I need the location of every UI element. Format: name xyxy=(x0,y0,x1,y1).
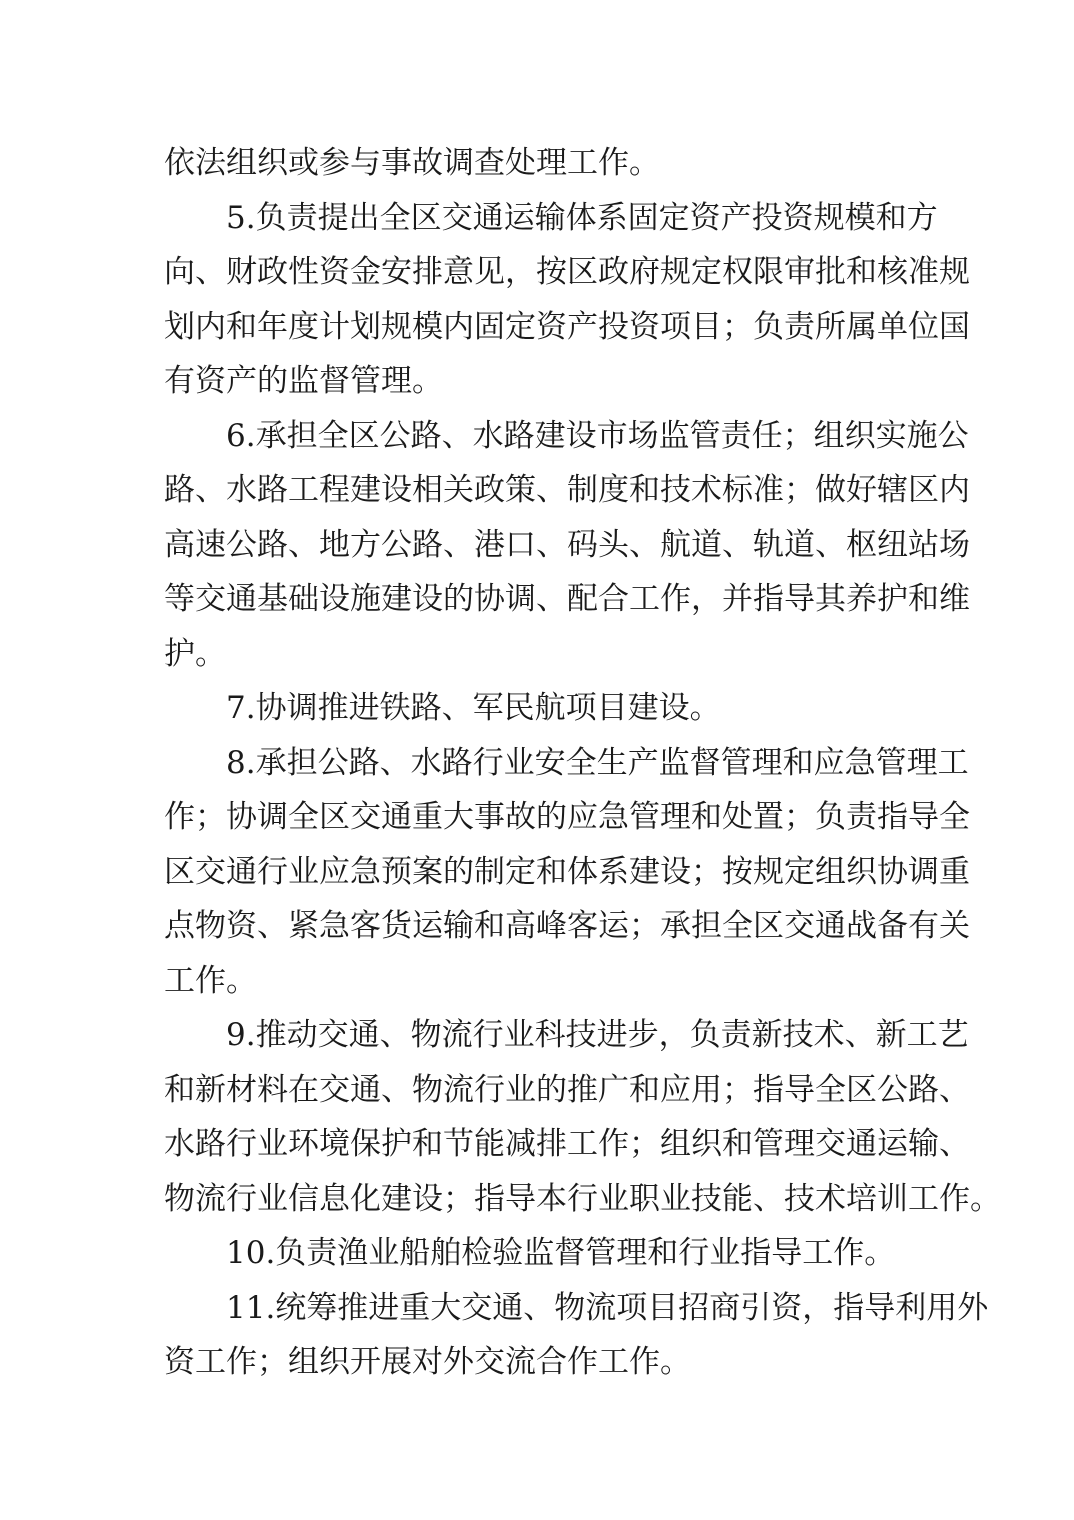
text-line-14: 区交通行业应急预案的制定和体系建设；按规定组织协调重 xyxy=(164,853,970,890)
text-line-20: 物流行业信息化建设；指导本行业职业技能、技术培训工作。 xyxy=(164,1180,1001,1217)
text-line-17: 9.推动交通、物流行业科技进步，负责新技术、新工艺 xyxy=(226,1017,969,1053)
text-line-15: 点物资、紧急客货运输和高峰客运；承担全区交通战备有关 xyxy=(164,908,970,944)
text-line-18: 和新材料在交通、物流行业的推广和应用；指导全区公路、 xyxy=(164,1071,970,1108)
text-line-16: 工作。 xyxy=(164,962,257,999)
text-line-1: 依法组织或参与事故调查处理工作。 xyxy=(164,145,660,181)
text-line-13: 作；协调全区交通重大事故的应急管理和处置；负责指导全 xyxy=(164,799,970,835)
text-line-9: 等交通基础设施建设的协调、配合工作，并指导其养护和维 xyxy=(164,581,970,617)
text-line-23: 资工作；组织开展对外交流合作工作。 xyxy=(164,1344,691,1380)
text-line-4: 划内和年度计划规模内固定资产投资项目；负责所属单位国 xyxy=(164,308,970,345)
text-line-6: 6.承担全区公路、水路建设市场监管责任；组织实施公 xyxy=(226,417,969,454)
text-line-3: 向、财政性资金安排意见，按区政府规定权限审批和核准规 xyxy=(164,254,970,290)
text-line-7: 路、水路工程建设相关政策、制度和技术标准；做好辖区内 xyxy=(164,472,970,508)
text-line-22: 11.统筹推进重大交通、物流项目招商引资，指导利用外 xyxy=(226,1289,989,1326)
text-line-2: 5.负责提出全区交通运输体系固定资产投资规模和方 xyxy=(226,199,938,236)
text-line-12: 8.承担公路、水路行业安全生产监督管理和应急管理工 xyxy=(226,744,969,781)
text-line-10: 护。 xyxy=(164,635,226,672)
text-line-19: 水路行业环境保护和节能减排工作；组织和管理交通运输、 xyxy=(164,1126,970,1162)
text-line-11: 7.协调推进铁路、军民航项目建设。 xyxy=(226,690,721,726)
text-line-8: 高速公路、地方公路、港口、码头、航道、轨道、枢纽站场 xyxy=(164,526,970,563)
text-line-21: 10.负责渔业船舶检验监督管理和行业指导工作。 xyxy=(226,1235,896,1271)
text-line-5: 有资产的监督管理。 xyxy=(164,363,443,399)
document-body xyxy=(164,136,1001,1390)
